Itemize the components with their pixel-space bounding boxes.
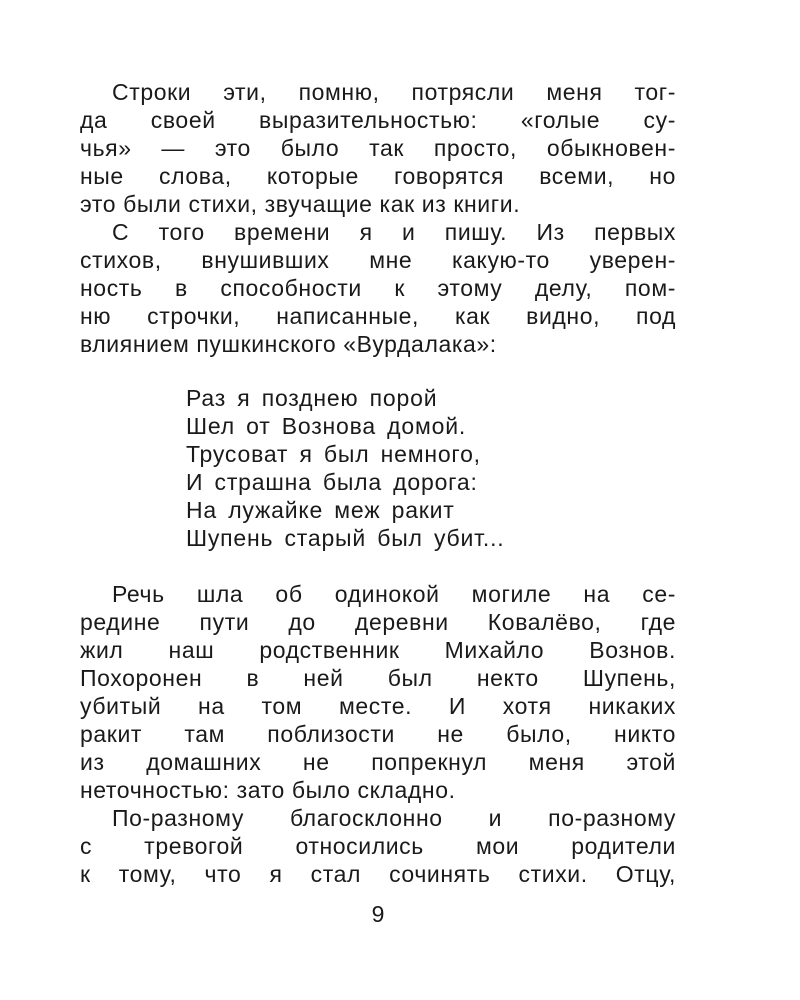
text-line: ность в способности к этому делу, пом-: [80, 275, 676, 301]
paragraph: [80, 804, 676, 888]
text-line: жил наш родственник Михайло Вознов.: [80, 637, 676, 663]
text-line: редине пути до деревни Ковалёво, где: [80, 609, 676, 635]
text-line: Строки эти, помню, потрясли меня тог-: [112, 79, 676, 105]
text-line: к тому, что я стал сочинять стихи. Отцу,: [80, 861, 676, 887]
text-line: По-разному благосклонно и по-разному: [112, 805, 676, 831]
text-line: это были стихи, звучащие как из книги.: [80, 191, 521, 217]
text-block-bottom: [80, 580, 676, 888]
text-line: стихов, внушивших мне какую-то уверен-: [80, 247, 676, 273]
verse-line: И страшна была дорога:: [186, 469, 478, 495]
text-line: Речь шла об одинокой могиле на се-: [112, 581, 676, 607]
verse-line: Раз я позднею порой: [186, 385, 438, 411]
paragraph: [80, 580, 676, 804]
text-line: чья» — это было так просто, обыкновен-: [80, 135, 676, 161]
text-line: С того времени я и пишу. Из первых: [112, 219, 676, 245]
text-line: да своей выразительностью: «голые су-: [80, 107, 676, 133]
text-line: с тревогой относились мои родители: [80, 833, 676, 859]
text-line: ные слова, которые говорятся всеми, но: [80, 163, 676, 189]
verse-line: Трусоват я был немного,: [186, 441, 481, 467]
paragraph: [80, 218, 676, 358]
poem-verse: [186, 384, 504, 552]
text-line: неточностью: зато было складно.: [80, 777, 456, 803]
text-line: ню строчки, написанные, как видно, под: [80, 303, 676, 329]
text-block-top: [80, 78, 676, 358]
text-line: Похоронен в ней был некто Шупень,: [80, 665, 676, 691]
verse-line: На лужайке меж ракит: [186, 497, 455, 523]
text-line: убитый на том месте. И хотя никаких: [80, 693, 676, 719]
paragraph: [80, 78, 676, 218]
text-line: из домашних не попрекнул меня этой: [80, 749, 676, 775]
verse-line: Шупень старый был убит...: [186, 525, 505, 551]
page-number: 9: [371, 901, 385, 927]
verse-line: Шел от Вознова домой.: [186, 413, 467, 439]
text-line: ракит там поблизости не было, никто: [80, 721, 676, 747]
text-line: влиянием пушкинского «Вурдалака»:: [80, 331, 497, 357]
